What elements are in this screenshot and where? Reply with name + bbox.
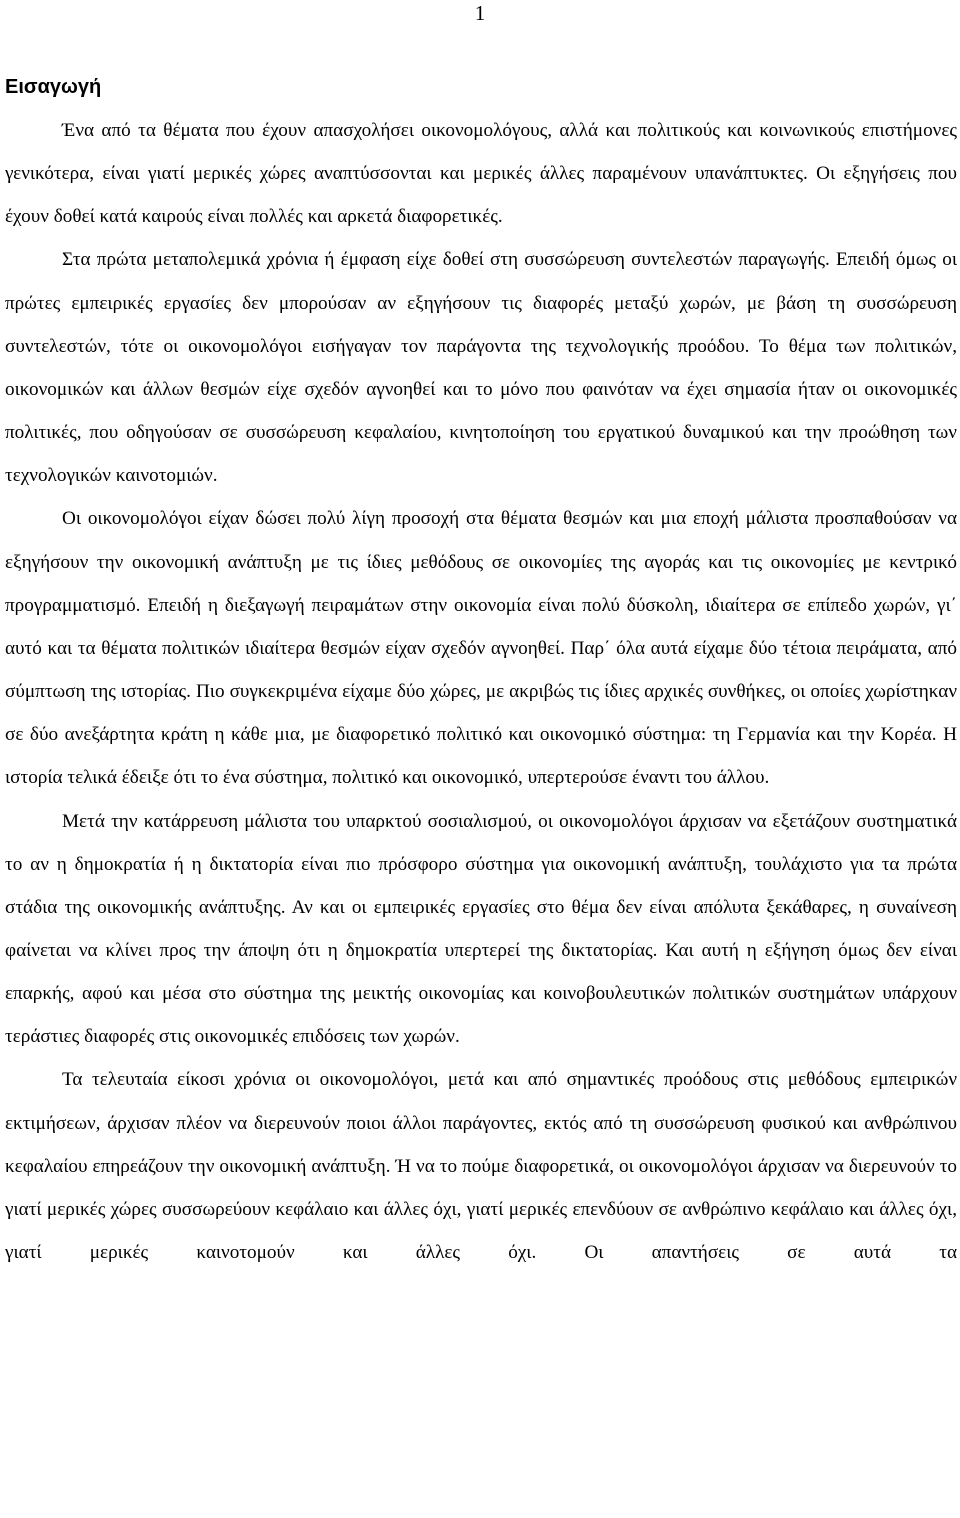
page-number: 1 bbox=[474, 1, 486, 25]
paragraph-5: Τα τελευταία είκοσι χρόνια οι οικονομολόγοι, μετά και από σημαντικές προόδους στις μεθόδους εμπειρικών εκτιμήσεων, άρχισαν πλέον να διερευνούν ποιοι άλλοι παράγοντες, εκτός από τη συσσώρευση φυσικού και ανθρώπινου κεφαλαίου επηρεάζουν την οικονομική ανάπτυξη. Ή να το πούμε διαφορετικά, οι οικονομολόγοι άρχισαν να διερευνούν το γιατί μερικές χώρες συσσωρεύουν κεφάλαιο και άλλες όχι, γιατί μερικές επενδύουν σε ανθρώπινο κεφάλαιο και άλλες όχι, γιατί μερικές καινοτομούν και άλλες όχι. Οι απαντήσεις σε αυτά τα bbox=[5, 1069, 957, 1264]
paragraph-1: Ένα από τα θέματα που έχουν απασχολήσει οικονομολόγους, αλλά και πολιτικούς και κοινωνικούς επιστήμονες γενικότερα, είναι γιατί μερικές χώρες αναπτύσσονται και μερικές άλλες παραμένουν υπανάπτυκτες. Οι εξηγήσεις που έχουν δοθεί κατά καιρούς είναι πολλές και αρκετά διαφορετικές. bbox=[5, 120, 957, 228]
paragraph-3: Οι οικονομολόγοι είχαν δώσει πολύ λίγη προσοχή στα θέματα θεσμών και μια εποχή μάλιστα προσπαθούσαν να εξηγήσουν την οικονομική ανάπτυξη με τις ίδιες μεθόδους σε οικονομίες της αγοράς και τις οικονομίες με κεντρικό προγραμματισμό. Επειδή η διεξαγωγή πειραμάτων στην οικονομία είναι πολύ δύσκολη, ιδιαίτερα σε επίπεδο χωρών, γι΄ αυτό και τα θέματα πολιτικών ιδιαίτερα θεσμών είχαν σχεδόν αγνοηθεί. Παρ΄ όλα αυτά είχαμε δύο τέτοια πειράματα, από σύμπτωση της ιστορίας. Πιο συγκεκριμένα είχαμε δύο χώρες, με ακριβώς τις ίδιες αρχικές συνθήκες, οι οποίες χωρίστηκαν σε δύο ανεξάρτητα κράτη η κάθε μια, με διαφορετικό πολιτικό και οικονομικό σύστημα: τη Γερμανία και την Κορέα. Η ιστορία τελικά έδειξε ότι το ένα σύστημα, πολιτικό και οικονομικό, υπερτερούσε έναντι του άλλου. bbox=[5, 508, 957, 789]
section-heading: Εισαγωγή bbox=[5, 76, 102, 98]
paragraph-4: Μετά την κατάρρευση μάλιστα του υπαρκτού σοσιαλισμού, οι οικονομολόγοι άρχισαν να εξετάζουν συστηματικά το αν η δημοκρατία ή η δικτατορία είναι πιο πρόσφορο σύστημα για οικονομική ανάπτυξη, τουλάχιστο για τα πρώτα στάδια της οικονομικής ανάπτυξης. Αν και οι εμπειρικές εργασίες στο θέμα δεν είναι απόλυτα ξεκάθαρες, η συναίνεση φαίνεται να κλίνει προς την άποψη ότι η δημοκρατία υπερτερεί της δικτατορίας. Και αυτή η εξήγηση όμως δεν είναι επαρκής, αφού και μέσα στο σύστημα της μεικτής οικονομίας και κοινοβουλευτικών πολιτικών συστημάτων υπάρχουν τεράστιες διαφορές στις οικονομικές επιδόσεις των χωρών. bbox=[5, 810, 957, 1048]
paragraph-2: Στα πρώτα μεταπολεμικά χρόνια ή έμφαση είχε δοθεί στη συσσώρευση συντελεστών παραγωγής. Επειδή όμως οι πρώτες εμπειρικές εργασίες δεν μπορούσαν αν εξηγήσουν τις διαφορές μεταξύ χωρών, με βάση τη συσσώρευση συντελεστών, τότε οι οικονομολόγοι εισήγαγαν τον παράγοντα της τεχνολογικής προόδου. Το θέμα των πολιτικών, οικονομικών και άλλων θεσμών είχε σχεδόν αγνοηθεί και το μόνο που φαινόταν να έχει σημασία ήταν οι οικονομικές πολιτικές, που οδηγούσαν σε συσσώρευση κεφαλαίου, κινητοποίηση του εργατικού δυναμικού και την προώθηση των τεχνολογικών καινοτομιών. bbox=[5, 249, 957, 487]
body-text bbox=[5, 109, 957, 1274]
